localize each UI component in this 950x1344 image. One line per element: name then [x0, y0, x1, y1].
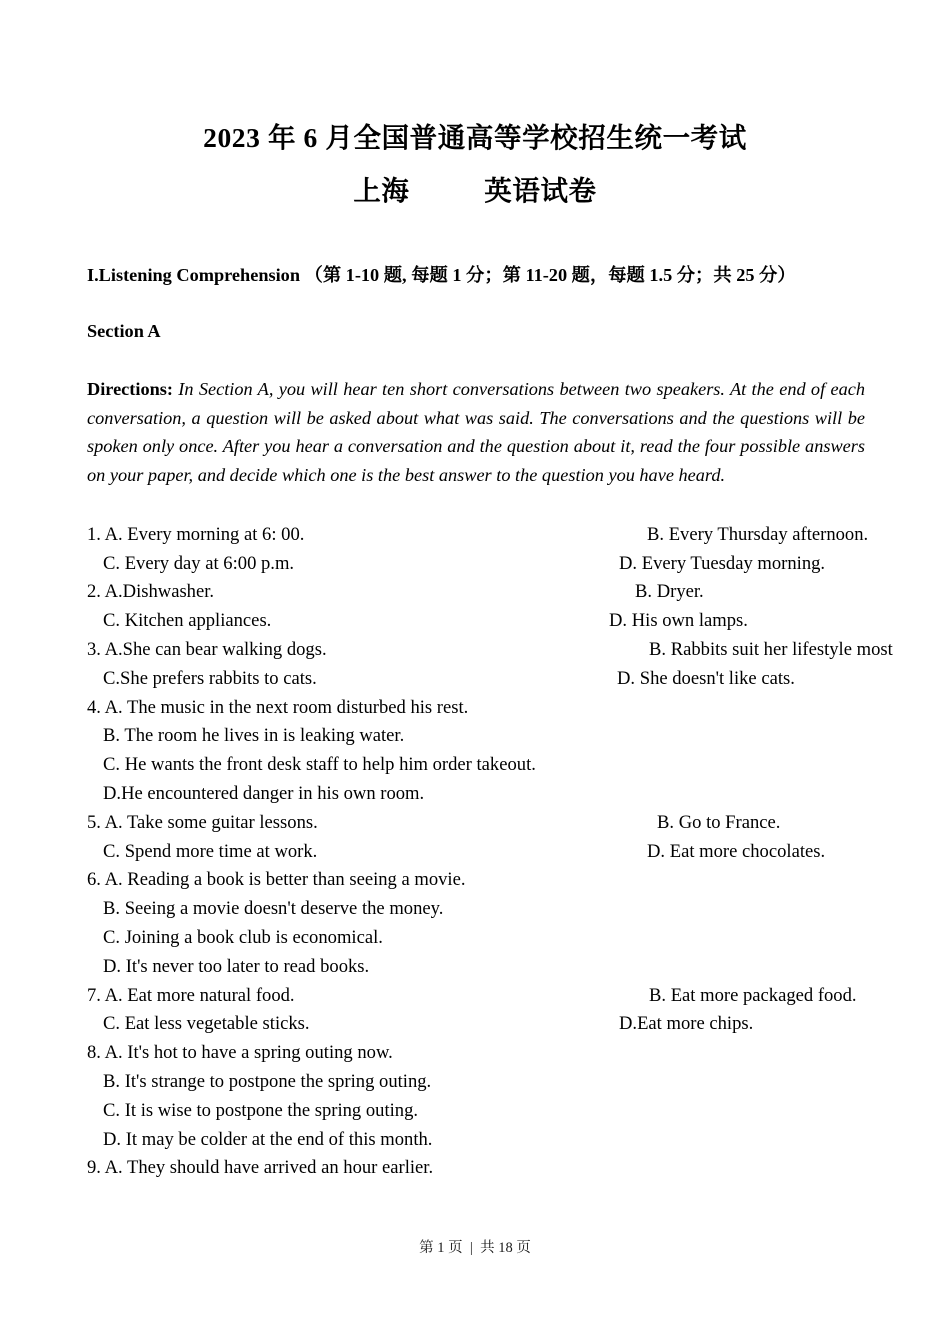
option-right: D.Eat more chips. — [619, 1013, 754, 1035]
question-item — [87, 578, 865, 636]
option-right: B. Dryer. — [635, 581, 704, 603]
option-left: B. It's strange to postpone the spring outing. — [103, 1070, 432, 1092]
option-left: C. Eat less vegetable sticks. — [103, 1013, 310, 1035]
question-option-line — [87, 607, 865, 636]
question-option-line — [87, 866, 865, 895]
option-left: C. Kitchen appliances. — [103, 610, 272, 632]
page-title: 2023 年 6 月全国普通高等学校招生统一考试 — [203, 122, 747, 153]
option-left: 5. A. Take some guitar lessons. — [87, 811, 318, 833]
question-list — [87, 490, 893, 1183]
option-left: 4. A. The music in the next room disturbed his rest. — [87, 696, 469, 718]
question-item — [87, 1039, 865, 1154]
question-option-line — [87, 1097, 865, 1126]
title-block — [0, 118, 950, 211]
question-option-line — [87, 694, 865, 723]
document-content — [87, 262, 893, 1183]
question-option-line — [87, 982, 865, 1011]
question-option-line — [87, 1010, 865, 1039]
question-option-line — [87, 924, 865, 953]
question-option-line — [87, 1154, 865, 1183]
page-subtitle: 上海 英语试卷 — [353, 175, 597, 206]
option-right: B. Rabbits suit her lifestyle most — [649, 639, 893, 660]
option-left: C. Joining a book club is economical. — [103, 926, 383, 948]
option-right: D. Every Tuesday morning. — [619, 552, 826, 574]
option-left: C. He wants the front desk staff to help him order takeout. — [103, 754, 536, 776]
question-option-line — [87, 1039, 865, 1068]
option-right: B. Eat more packaged food. — [649, 984, 857, 1006]
option-left: B. Seeing a movie doesn't deserve the money. — [103, 898, 444, 920]
option-left: 8. A. It's hot to have a spring outing now. — [87, 1042, 393, 1064]
option-left: C.She prefers rabbits to cats. — [103, 667, 317, 689]
question-option-line — [87, 780, 865, 809]
directions-label: Directions: — [87, 379, 173, 399]
option-right: D. Eat more chocolates. — [647, 840, 826, 862]
option-right: D. His own lamps. — [609, 610, 748, 632]
page-footer: 第 1 页 | 共 18 页 — [419, 1240, 531, 1256]
question-item — [87, 694, 865, 809]
option-left: D.He encountered danger in his own room. — [103, 782, 425, 804]
question-option-line — [87, 665, 865, 694]
question-option-line — [87, 895, 865, 924]
question-option-line — [87, 550, 865, 579]
question-option-line — [87, 521, 869, 550]
option-left: 7. A. Eat more natural food. — [87, 984, 295, 1006]
question-option-line — [87, 953, 865, 982]
option-left: D. It's never too later to read books. — [103, 955, 370, 977]
option-right: D. She doesn't like cats. — [617, 667, 795, 689]
question-option-line — [87, 578, 865, 607]
question-option-line — [87, 1126, 865, 1155]
question-item — [87, 636, 893, 694]
question-item — [87, 866, 865, 981]
directions-paragraph — [87, 344, 865, 490]
question-item — [87, 809, 865, 867]
option-left: B. The room he lives in is leaking water. — [103, 725, 405, 747]
question-option-line — [87, 1068, 865, 1097]
option-left: C. Every day at 6:00 p.m. — [103, 552, 295, 574]
question-item — [87, 1154, 865, 1183]
directions-text: In Section A, you will hear ten short conversations between two speakers. At the end of each conversation, a question will be asked about what was said. The conversations and the questions will be spoken only once. After you hear a conversation and the question about it, read the four possible answers on your paper, and decide which one is the best answer to the question you have heard. — [87, 379, 865, 486]
option-left: 1. A. Every morning at 6: 00. — [87, 523, 305, 545]
option-left: C. It is wise to postpone the spring outing. — [103, 1099, 419, 1121]
question-option-line — [87, 636, 893, 665]
question-option-line — [87, 722, 865, 751]
option-left: C. Spend more time at work. — [103, 840, 318, 862]
question-option-line — [87, 809, 865, 838]
option-left: D. It may be colder at the end of this month. — [103, 1128, 433, 1150]
section-part-label: Section A — [87, 321, 161, 341]
option-right: B. Go to France. — [657, 811, 781, 833]
option-left: 3. A.She can bear walking dogs. — [87, 639, 327, 660]
question-option-line — [87, 751, 865, 780]
option-left: 9. A. They should have arrived an hour earlier. — [87, 1157, 434, 1179]
question-item — [87, 982, 865, 1040]
section-heading: I.Listening Comprehension （第 1-10 题, 每题 1 分；第 11-20 题，每题 1.5 分；共 25 分） — [87, 265, 796, 285]
option-left: 6. A. Reading a book is better than seeing a movie. — [87, 869, 466, 891]
option-left: 2. A.Dishwasher. — [87, 581, 215, 603]
option-right: B. Every Thursday afternoon. — [647, 523, 869, 545]
question-option-line — [87, 838, 865, 867]
question-item — [87, 521, 869, 579]
